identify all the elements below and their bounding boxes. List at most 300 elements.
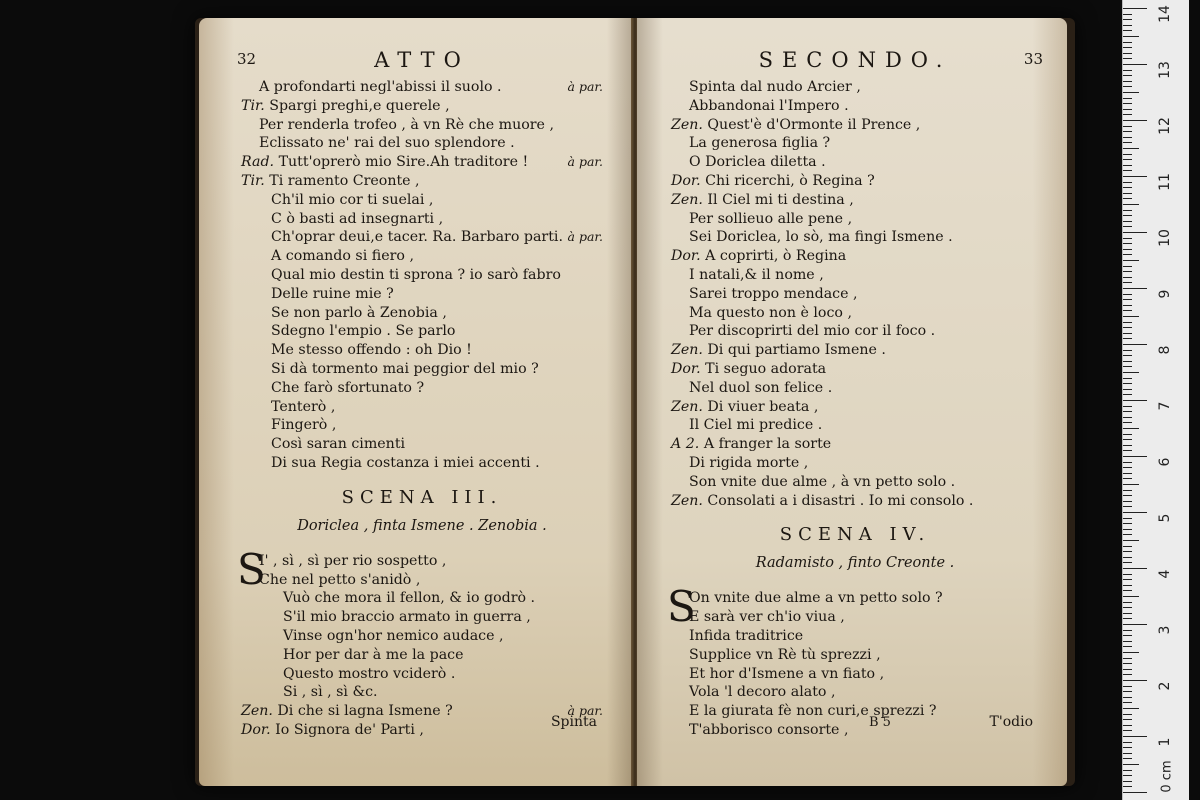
ruler-tick	[1123, 742, 1132, 743]
ruler-tick	[1123, 70, 1132, 71]
verse-text: Così saran cimenti	[271, 436, 406, 453]
aside-marker: à par.	[567, 79, 603, 94]
ruler-tick	[1123, 19, 1132, 20]
verse-text: O Doriclea diletta .	[689, 154, 826, 171]
ruler-tick	[1123, 8, 1147, 9]
ruler-tick	[1123, 383, 1132, 384]
ruler-tick	[1123, 546, 1132, 547]
verse-block-left-2	[237, 544, 603, 740]
ruler-label: 4	[1157, 569, 1173, 579]
ruler-label: 10	[1157, 229, 1173, 247]
ruler-tick	[1123, 753, 1132, 754]
page-number-right: 33	[1023, 50, 1043, 68]
verse-line	[241, 379, 603, 398]
speaker-label: Dor.	[671, 248, 701, 265]
ruler-tick	[1123, 305, 1132, 306]
verse-line	[241, 627, 603, 646]
verse-text: Ti ramento Creonte ,	[269, 172, 420, 189]
verse-line	[241, 304, 603, 323]
ruler-label: 13	[1157, 61, 1173, 79]
verse-line	[671, 322, 1039, 341]
ruler-tick	[1123, 792, 1147, 793]
scene-title-left: SCENA III.	[341, 486, 503, 508]
verse-line	[241, 341, 603, 360]
ruler-tick	[1123, 86, 1132, 87]
scene-title-right: SCENA IV.	[779, 524, 931, 546]
ruler-tick	[1123, 523, 1132, 524]
verse-text: Tutt'oprerò mio Sire.Ah traditore !	[278, 154, 529, 171]
ruler-tick	[1123, 618, 1132, 619]
speaker-label: A 2.	[671, 436, 700, 453]
verse-text: Questo mostro vciderò .	[283, 665, 456, 682]
verse-line	[241, 721, 603, 740]
characters-left: Doriclea , finta Ismene . Zenobia .	[297, 517, 547, 534]
ruler-tick	[1123, 338, 1132, 339]
ruler-tick	[1123, 725, 1132, 726]
verse-line	[241, 683, 603, 702]
verse-line	[241, 116, 603, 135]
ruler-tick	[1123, 198, 1132, 199]
open-book	[195, 18, 1075, 786]
verse-text: I natali,& il nome ,	[689, 266, 824, 283]
ruler-tick	[1123, 534, 1132, 535]
verse-line	[671, 191, 1039, 210]
speaker-label: Tir.	[241, 97, 265, 114]
verse-line	[241, 210, 603, 229]
ruler-tick	[1123, 781, 1132, 782]
verse-line	[241, 360, 603, 379]
ruler-tick	[1123, 663, 1132, 664]
ruler-tick	[1123, 355, 1132, 356]
ruler-tick	[1123, 770, 1132, 771]
ruler-tick	[1123, 266, 1132, 267]
ruler-tick	[1123, 473, 1132, 474]
ruler-tick	[1123, 730, 1132, 731]
verse-line	[671, 341, 1039, 360]
ruler-tick	[1123, 193, 1132, 194]
verse-line	[241, 247, 603, 266]
verse-text: Di viuer beata ,	[707, 398, 819, 415]
left-page	[199, 18, 633, 786]
verse-text: Io Signora de' Parti ,	[275, 721, 424, 738]
ruler-tick	[1123, 439, 1132, 440]
ruler-tick	[1123, 758, 1132, 759]
ruler-tick	[1123, 372, 1139, 373]
running-head-right	[671, 48, 1043, 78]
verse-text: Abbandonai l'Impero .	[689, 97, 849, 114]
ruler-tick	[1123, 478, 1132, 479]
ruler-tick	[1123, 232, 1147, 233]
verse-text: Di che si lagna Ismene ?	[277, 703, 453, 720]
verse-line	[241, 153, 603, 172]
ruler-tick	[1123, 25, 1132, 26]
ruler-tick	[1123, 389, 1132, 390]
catchword-left: Spinta	[550, 714, 597, 730]
ruler-tick	[1123, 719, 1132, 720]
ruler-label: 6	[1157, 457, 1173, 467]
aside-marker: à par.	[567, 154, 603, 170]
verse-text: Quest'è d'Ormonte il Prence ,	[707, 116, 921, 133]
verse-line	[671, 454, 1039, 473]
verse-text: Hor per dar à me la pace	[283, 646, 464, 663]
ruler-label: 11	[1157, 173, 1173, 191]
verse-text: A profondarti negl'abissi il suolo .	[259, 79, 502, 95]
verse-line	[241, 134, 603, 153]
verse-line	[241, 266, 603, 285]
verse-line	[241, 398, 603, 417]
ruler-tick	[1123, 445, 1132, 446]
speaker-label: Zen.	[671, 398, 703, 415]
verse-text: Me stesso offendo : oh Dio !	[271, 342, 472, 359]
ruler-tick	[1123, 210, 1132, 211]
ruler-tick	[1123, 254, 1132, 255]
ruler-tick	[1123, 126, 1132, 127]
verse-text: Ma questo non è loco ,	[689, 304, 852, 321]
ruler-tick	[1123, 551, 1132, 552]
ruler-tick	[1123, 602, 1132, 603]
verse-text: T'abborisco consorte ,	[689, 721, 849, 738]
characters-right: Radamisto , finto Creonte .	[755, 555, 955, 572]
ruler-label: 1	[1157, 737, 1173, 747]
verse-text: Delle ruine mie ?	[271, 285, 394, 302]
ruler-tick	[1123, 613, 1132, 614]
ruler-tick	[1123, 456, 1147, 457]
ruler-tick	[1123, 775, 1132, 776]
ruler-tick	[1123, 434, 1132, 435]
verse-text: Si , sì , sì &c.	[283, 684, 378, 701]
ruler-tick	[1123, 635, 1132, 636]
verse-text: Sdegno l'empio . Se parlo	[271, 323, 456, 340]
verse-text: C ò basti ad insegnarti ,	[271, 210, 444, 227]
verse-text: A comando si fiero ,	[271, 248, 414, 265]
ruler-tick	[1123, 30, 1132, 31]
ruler-tick	[1123, 786, 1132, 787]
ruler-tick	[1123, 215, 1132, 216]
running-head-left	[237, 48, 603, 78]
ruler-tick	[1123, 131, 1132, 132]
ruler-tick	[1123, 736, 1147, 737]
verse-text: Consolati a i disastri . Io mi consolo .	[707, 492, 974, 509]
ruler-tick	[1123, 378, 1132, 379]
ruler-tick	[1123, 350, 1132, 351]
verse-text: E la giurata fè non curi,e sprezzi ?	[689, 703, 937, 720]
verse-line	[671, 608, 1039, 627]
speaker-label: Zen.	[671, 492, 703, 509]
ruler-tick	[1123, 142, 1132, 143]
dropcap-left: S	[237, 544, 266, 594]
ruler-tick	[1123, 568, 1147, 569]
ruler-tick	[1123, 42, 1132, 43]
verse-text: E sarà ver ch'io viua ,	[689, 609, 845, 626]
verse-text: Ch'il mio cor ti suelai ,	[271, 191, 434, 208]
ruler-label: 9	[1157, 289, 1173, 299]
verse-line	[241, 285, 603, 304]
ruler-tick	[1123, 114, 1132, 115]
ruler-tick	[1123, 764, 1139, 765]
ruler-tick	[1123, 64, 1147, 65]
ruler-label: 14	[1157, 5, 1173, 23]
catchword-right: T'odio	[989, 714, 1033, 730]
verse-text: Infida traditrice	[689, 627, 804, 644]
ruler-unit: 0 cm	[1159, 760, 1175, 793]
verse-block-right-2	[667, 582, 1039, 739]
page-number-left: 32	[237, 50, 257, 68]
ruler-tick	[1123, 590, 1132, 591]
verse-line	[671, 228, 1039, 247]
ruler-tick	[1123, 417, 1132, 418]
ruler-tick	[1123, 120, 1147, 121]
verse-text: Spargi preghi,e querele ,	[269, 97, 450, 114]
ruler-tick	[1123, 411, 1132, 412]
ruler-tick	[1123, 506, 1132, 507]
ruler-tick	[1123, 512, 1147, 513]
ruler-tick	[1123, 691, 1132, 692]
ruler-tick	[1123, 58, 1132, 59]
measurement-ruler	[1122, 0, 1189, 800]
aside-marker: à par.	[567, 229, 603, 245]
speaker-label: Zen.	[671, 191, 703, 208]
verse-line	[671, 247, 1039, 266]
ruler-tick	[1123, 238, 1132, 239]
ruler-tick	[1123, 310, 1132, 311]
ruler-tick	[1123, 702, 1132, 703]
ruler-tick	[1123, 81, 1132, 82]
ruler-label: 3	[1157, 625, 1173, 635]
ruler-label: 2	[1157, 681, 1173, 691]
verse-text: Vinse ogn'hor nemico audace ,	[283, 627, 504, 644]
speaker-label: Dor.	[241, 721, 271, 738]
ruler-tick	[1123, 646, 1132, 647]
ruler-tick	[1123, 557, 1132, 558]
verse-line	[671, 210, 1039, 229]
ruler-tick	[1123, 518, 1132, 519]
ruler-tick	[1123, 226, 1132, 227]
verse-text: Tenterò ,	[271, 398, 336, 415]
speaker-label: Dor.	[671, 360, 701, 377]
aside-marker: à par.	[567, 703, 603, 719]
ruler-tick	[1123, 708, 1139, 709]
verse-line	[671, 360, 1039, 379]
verse-line	[671, 646, 1039, 665]
ruler-tick	[1123, 36, 1139, 37]
verse-text: Son vnite due alme , à vn petto solo .	[689, 473, 956, 490]
ruler-tick	[1123, 540, 1139, 541]
verse-line	[671, 116, 1039, 135]
ruler-tick	[1123, 574, 1132, 575]
ruler-tick	[1123, 14, 1132, 15]
ruler-tick	[1123, 294, 1132, 295]
verse-line	[241, 435, 603, 454]
running-head-right-text: SECONDO.	[758, 48, 952, 72]
ruler-tick	[1123, 187, 1132, 188]
ruler-tick	[1123, 624, 1147, 625]
verse-line	[671, 683, 1039, 702]
ruler-tick	[1123, 686, 1132, 687]
verse-text: Qual mio destin ti sprona ? io sarò fabro	[271, 266, 561, 283]
speaker-label: Zen.	[241, 703, 273, 720]
verse-line	[671, 266, 1039, 285]
ruler-tick	[1123, 299, 1132, 300]
ruler-tick	[1123, 658, 1132, 659]
ruler-tick	[1123, 249, 1132, 250]
dropcap-right: S	[667, 582, 696, 632]
ruler-tick	[1123, 596, 1139, 597]
verse-line	[671, 702, 1039, 721]
ruler-tick	[1123, 490, 1132, 491]
ruler-tick	[1123, 243, 1132, 244]
verse-line	[671, 721, 1039, 740]
verse-text: Ch'oprar deui,e tacer. Ra. Barbaro parti.	[271, 229, 563, 246]
verse-text: Spinta dal nudo Arcier ,	[689, 79, 861, 95]
ruler-tick	[1123, 288, 1147, 289]
ruler-label: 12	[1157, 117, 1173, 135]
ruler-tick	[1123, 607, 1132, 608]
verse-line	[241, 97, 603, 116]
verse-text: Di qui partiamo Ismene .	[707, 342, 886, 359]
ruler-tick	[1123, 529, 1132, 530]
ruler-tick	[1123, 221, 1132, 222]
ruler-tick	[1123, 92, 1139, 93]
verse-line	[241, 454, 603, 473]
verse-text: Sarei troppo mendace ,	[689, 285, 858, 302]
ruler-tick	[1123, 747, 1132, 748]
ruler-tick	[1123, 204, 1139, 205]
verse-line	[671, 304, 1039, 323]
verse-text: Vola 'l decoro alato ,	[689, 684, 836, 701]
ruler-tick	[1123, 282, 1132, 283]
ruler-tick	[1123, 170, 1132, 171]
ruler-tick	[1123, 484, 1139, 485]
ruler-label: 5	[1157, 513, 1173, 523]
verse-line	[671, 398, 1039, 417]
verse-text: A franger la sorte	[703, 436, 832, 453]
verse-text: Di rigida morte ,	[689, 454, 809, 471]
verse-text: Eclissato ne' rai del suo splendore .	[259, 135, 515, 152]
ruler-tick	[1123, 165, 1132, 166]
ruler-tick	[1123, 98, 1132, 99]
verse-text: Per renderla trofeo , à vn Rè che muore ,	[259, 116, 554, 133]
verse-line	[671, 172, 1039, 191]
verse-line	[671, 473, 1039, 492]
ruler-tick	[1123, 361, 1132, 362]
verse-line	[671, 379, 1039, 398]
speaker-label: Dor.	[671, 172, 701, 189]
verse-line	[671, 78, 1039, 97]
ruler-tick	[1123, 400, 1147, 401]
ruler-tick	[1123, 47, 1132, 48]
verse-text: Ti seguo adorata	[705, 360, 827, 377]
verse-text: Et hor d'Ismene a vn fiato ,	[689, 665, 885, 682]
verse-line	[241, 191, 603, 210]
verse-line	[671, 97, 1039, 116]
signature-mark: B 5	[869, 715, 891, 730]
ruler-label: 8	[1157, 345, 1173, 355]
ruler-tick	[1123, 159, 1132, 160]
verse-line	[671, 416, 1039, 435]
ruler-tick	[1123, 394, 1132, 395]
verse-line	[671, 665, 1039, 684]
speaker-label: Tir.	[241, 172, 265, 189]
ruler-tick	[1123, 562, 1132, 563]
verse-text: Vuò che mora il fellon, & io godrò .	[283, 590, 536, 607]
verse-text: Si dà tormento mai peggior del mio ?	[271, 360, 539, 377]
ruler-tick	[1123, 344, 1147, 345]
ruler-tick	[1123, 714, 1132, 715]
ruler-tick	[1123, 641, 1132, 642]
verse-text: Se non parlo à Zenobia ,	[271, 304, 447, 321]
right-page	[637, 18, 1067, 786]
verse-line	[671, 153, 1039, 172]
verse-text: La generosa figlia ?	[689, 135, 831, 152]
verse-text: Che nel petto s'anidò ,	[259, 571, 421, 588]
verse-text: Sei Doriclea, lo sò, ma fingi Ismene .	[689, 229, 953, 246]
verse-block-right	[671, 78, 1039, 510]
ruler-tick	[1123, 148, 1139, 149]
verse-text: Il Ciel mi ti destina ,	[707, 191, 854, 208]
first-line-right: On vnite due alme a vn petto solo ?	[689, 590, 943, 607]
ruler-tick	[1123, 327, 1132, 328]
ruler-tick	[1123, 406, 1132, 407]
ruler-tick	[1123, 176, 1147, 177]
ruler-tick	[1123, 103, 1132, 104]
ruler-tick	[1123, 53, 1132, 54]
verse-text: Per sollieuo alle pene ,	[689, 210, 853, 227]
ruler-tick	[1123, 501, 1132, 502]
verse-text: Supplice vn Rè tù sprezzi ,	[689, 646, 881, 663]
ruler-tick	[1123, 271, 1132, 272]
ruler-label: 7	[1157, 401, 1173, 411]
verse-block-left	[241, 78, 603, 473]
verse-line	[241, 78, 603, 97]
ruler-tick	[1123, 579, 1132, 580]
ruler-tick	[1123, 333, 1132, 334]
verse-text: Il Ciel mi predice .	[689, 417, 823, 434]
running-head-left-text: ATTO	[374, 48, 470, 72]
ruler-tick	[1123, 585, 1132, 586]
verse-line	[241, 416, 603, 435]
verse-line	[671, 134, 1039, 153]
ruler-tick	[1123, 109, 1132, 110]
speaker-label: Zen.	[671, 342, 703, 359]
verse-line	[241, 646, 603, 665]
ruler-tick	[1123, 277, 1132, 278]
ruler-tick	[1123, 462, 1132, 463]
speaker-label: Rad.	[241, 154, 275, 171]
verse-line	[241, 702, 603, 721]
ruler-tick	[1123, 322, 1132, 323]
ruler-tick	[1123, 154, 1132, 155]
speaker-label: Zen.	[671, 116, 703, 133]
ruler-tick	[1123, 182, 1132, 183]
first-line-left: I' , sì , sì per rio sospetto ,	[259, 552, 447, 569]
verse-line	[241, 608, 603, 627]
verse-line	[671, 627, 1039, 646]
verse-text: Fingerò ,	[271, 417, 337, 434]
ruler-tick	[1123, 630, 1132, 631]
ruler-tick	[1123, 669, 1132, 670]
ruler-tick	[1123, 316, 1139, 317]
verse-line	[241, 228, 603, 247]
verse-line	[241, 571, 603, 590]
verse-text: Nel duol son felice .	[689, 379, 833, 396]
verse-line	[671, 435, 1039, 454]
ruler-tick	[1123, 75, 1132, 76]
ruler-tick	[1123, 674, 1132, 675]
verse-line	[241, 322, 603, 341]
ruler-tick	[1123, 366, 1132, 367]
verse-text: Che farò sfortunato ?	[271, 379, 425, 396]
verse-line	[671, 492, 1039, 511]
